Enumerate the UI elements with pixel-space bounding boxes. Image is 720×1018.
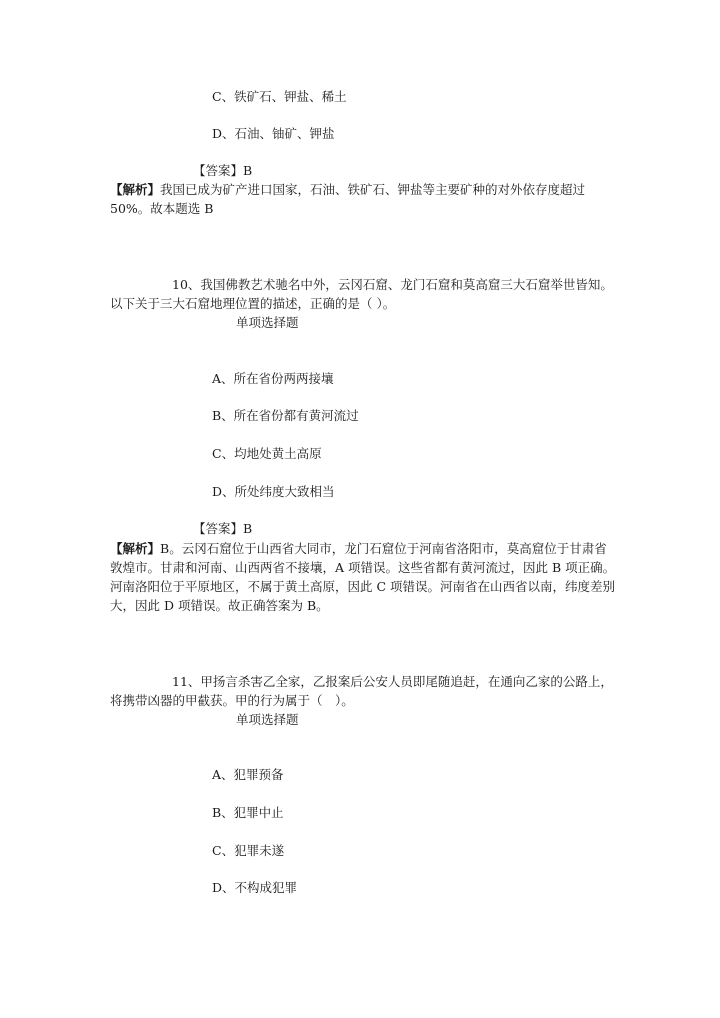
q9-analysis-tag: 【解析】 — [110, 182, 161, 197]
q11-question-type: 单项选择题 — [236, 712, 299, 727]
q10-analysis-line-1 — [110, 540, 607, 558]
q11-stem-line-1: 11、甲扬言杀害乙全家，乙报案后公安人员即尾随追赶，在通向乙家的公路上， — [172, 674, 613, 689]
q10-option-c: C、均地处黄土高原 — [212, 446, 322, 461]
q10-analysis-tag: 【解析】 — [110, 541, 161, 556]
q11-option-d: D、不构成犯罪 — [212, 880, 298, 895]
q9-option-c: C、铁矿石、钾盐、稀土 — [212, 89, 347, 104]
q10-analysis-line-2: 敦煌市。甘肃和河南、山西两省不接壤，A 项错误。这些省都有黄河流过，因此 B 项正确。 — [110, 560, 616, 575]
q9-analysis-text: 我国已成为矿产进口国家，石油、铁矿石、钾盐等主要矿种的对外依存度超过 — [160, 182, 586, 197]
q10-option-d: D、所处纬度大致相当 — [212, 484, 335, 499]
q10-analysis-text: B。云冈石窟位于山西省大同市，龙门石窟位于河南省洛阳市，莫高窟位于甘肃省 — [160, 541, 607, 556]
q10-option-b: B、所在省份都有黄河流过 — [212, 408, 359, 423]
q10-question-type: 单项选择题 — [236, 315, 299, 330]
q11-option-a: A、犯罪预备 — [212, 767, 284, 782]
q11-option-b: B、犯罪中止 — [212, 805, 284, 820]
q9-answer: 【答案】B — [193, 163, 253, 178]
q10-stem-line-1: 10、我国佛教艺术驰名中外，云冈石窟、龙门石窟和莫高窟三大石窟举世皆知。 — [172, 277, 613, 292]
q10-option-a: A、所在省份两两接壤 — [212, 371, 334, 386]
q11-option-c: C、犯罪未遂 — [212, 843, 285, 858]
q10-stem-line-2: 以下关于三大石窟地理位置的描述，正确的是（ ）。 — [110, 296, 396, 311]
q10-analysis-line-4: 大，因此 D 项错误。故正确答案为 B。 — [110, 598, 329, 613]
q9-option-d: D、石油、铀矿、钾盐 — [212, 126, 335, 141]
q10-answer: 【答案】B — [193, 521, 253, 536]
q9-analysis-line-1 — [110, 181, 585, 199]
q11-stem-line-2: 将携带凶器的甲截获。甲的行为属于（ ）。 — [110, 693, 354, 708]
q10-analysis-line-3: 河南洛阳位于平原地区，不属于黄土高原，因此 C 项错误。河南省在山西省以南，纬度差别 — [110, 579, 616, 594]
q9-analysis-line-2: 50%。故本题选 B — [110, 201, 214, 216]
